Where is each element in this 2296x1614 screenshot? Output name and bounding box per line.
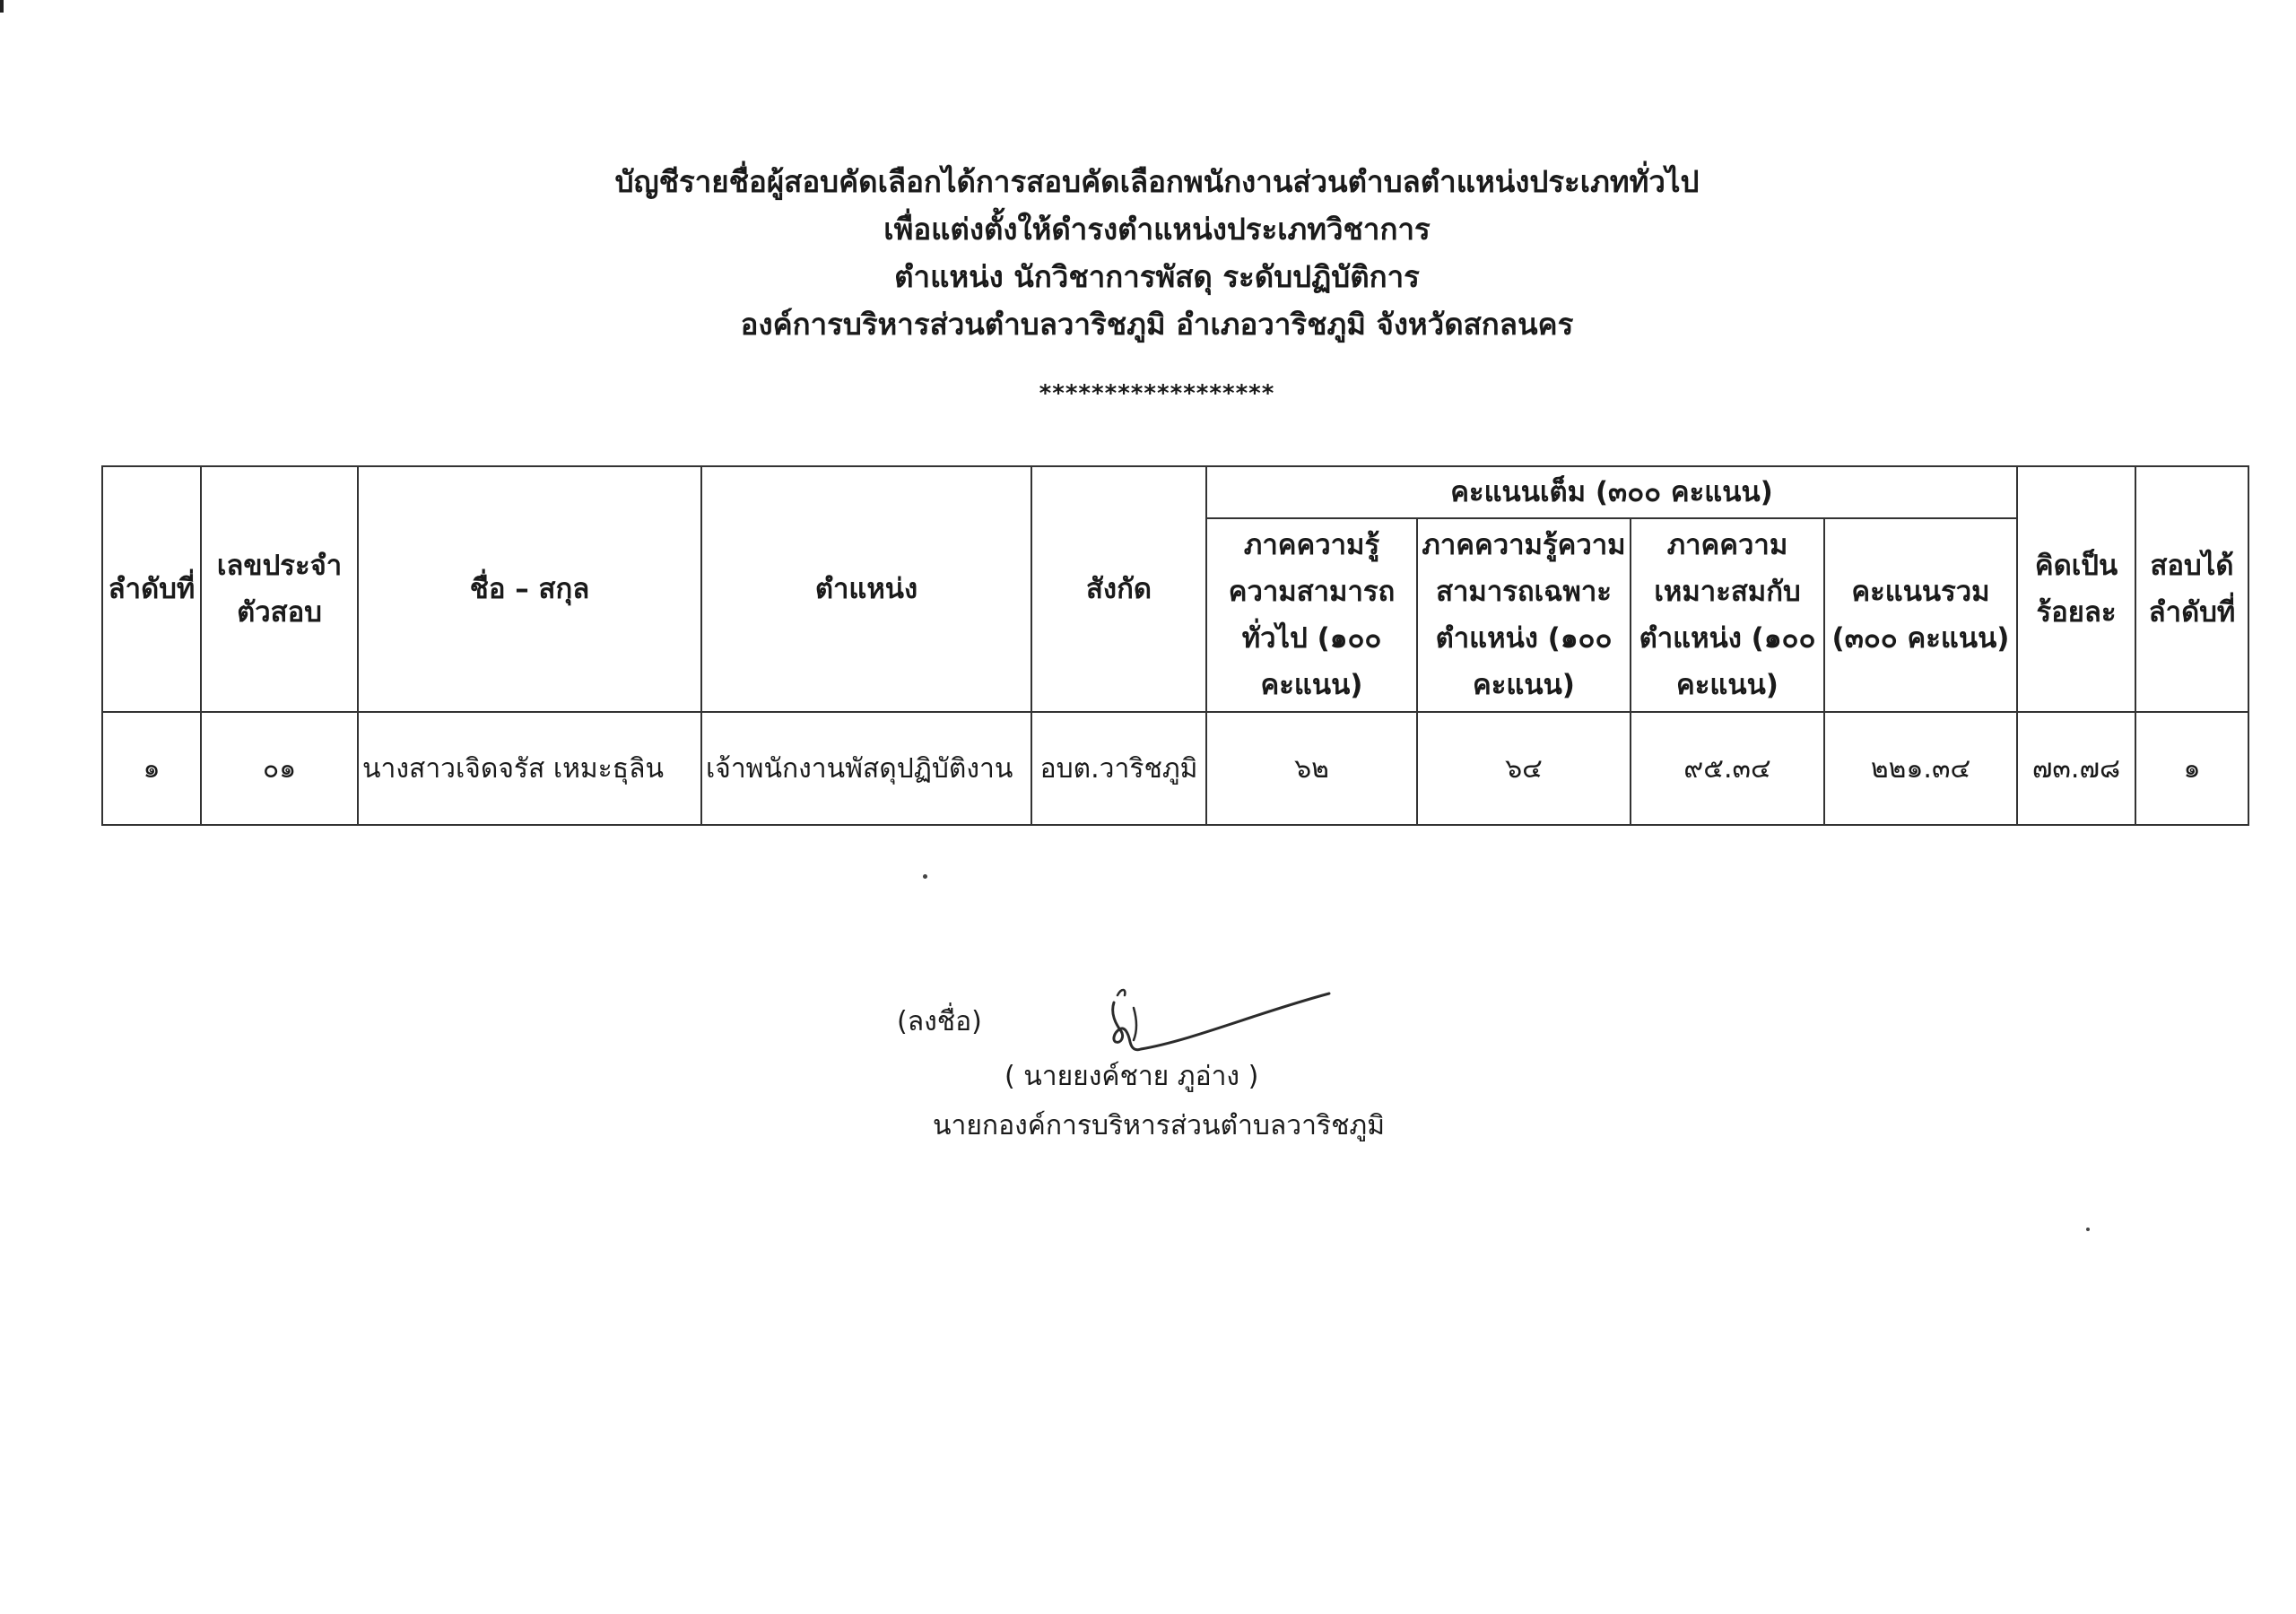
header-order: ลำดับที่ [102, 466, 201, 712]
header-name: ชื่อ – สกุล [358, 466, 701, 712]
cell-order: ๑ [102, 712, 201, 825]
cell-position: เจ้าพนักงานพัสดุปฏิบัติงาน [701, 712, 1031, 825]
header-row-group [102, 466, 2248, 518]
header-part-suitability: ภาคความเหมาะสมกับตำแหน่ง (๑๐๐ คะแนน) [1631, 518, 1824, 712]
signer-name: ( นายยงค์ชาย ภูอ่าง ) [1004, 1061, 1259, 1092]
cell-total: ๒๒๑.๓๔ [1824, 712, 2017, 825]
header-full-score-group: คะแนนเต็ม (๓๐๐ คะแนน) [1206, 466, 2017, 518]
signature-mark [1094, 977, 1336, 1067]
heading-line-1: บัญชีรายชื่อผู้สอบคัดเลือกได้การสอบคัดเลือกพนักงานส่วนตำบลตำแหน่งประเภททั่วไป [614, 164, 1700, 199]
cell-exam-id: ๐๑ [201, 712, 358, 825]
cell-affiliation: อบต.วาริชภูมิ [1031, 712, 1206, 825]
table-row [102, 712, 2248, 825]
header-rank: สอบได้ลำดับที่ [2135, 466, 2248, 712]
separator-stars: ****************** [1039, 380, 1275, 407]
cell-score-specific: ๖๔ [1417, 712, 1631, 825]
scan-edge-mark [0, 0, 4, 13]
cell-name: นางสาวเจิดจรัส เหมะธุลิน [358, 712, 701, 825]
cell-percent: ๗๓.๗๘ [2017, 712, 2135, 825]
signature-label: (ลงชื่อ) [897, 1006, 982, 1037]
stray-dot [923, 874, 927, 879]
cell-rank: ๑ [2135, 712, 2248, 825]
heading-line-3: ตำแหน่ง นักวิชาการพัสดุ ระดับปฏิบัติการ [894, 259, 1420, 294]
document-heading [0, 158, 2296, 348]
header-part-general: ภาคความรู้ความสามารถทั่วไป (๑๐๐ คะแนน) [1206, 518, 1417, 712]
header-affiliation: สังกัด [1031, 466, 1206, 712]
cell-score-suitability: ๙๕.๓๔ [1631, 712, 1824, 825]
header-percent: คิดเป็นร้อยละ [2017, 466, 2135, 712]
heading-line-2: เพื่อแต่งตั้งให้ดำรงตำแหน่งประเภทวิชาการ [883, 212, 1431, 247]
header-exam-id: เลขประจำตัวสอบ [201, 466, 358, 712]
cell-score-general: ๖๒ [1206, 712, 1417, 825]
stray-dot [2086, 1228, 2090, 1231]
heading-line-4: องค์การบริหารส่วนตำบลวาริชภูมิ อำเภอวาริชภูมิ จังหวัดสกลนคร [740, 307, 1574, 342]
header-part-specific: ภาคความรู้ความสามารถเฉพาะตำแหน่ง (๑๐๐ คะแนน) [1417, 518, 1631, 712]
score-table [101, 465, 2249, 826]
signer-title: นายกองค์การบริหารส่วนตำบลวาริชภูมิ [933, 1110, 1385, 1141]
header-position: ตำแหน่ง [701, 466, 1031, 712]
header-total: คะแนนรวม (๓๐๐ คะแนน) [1824, 518, 2017, 712]
